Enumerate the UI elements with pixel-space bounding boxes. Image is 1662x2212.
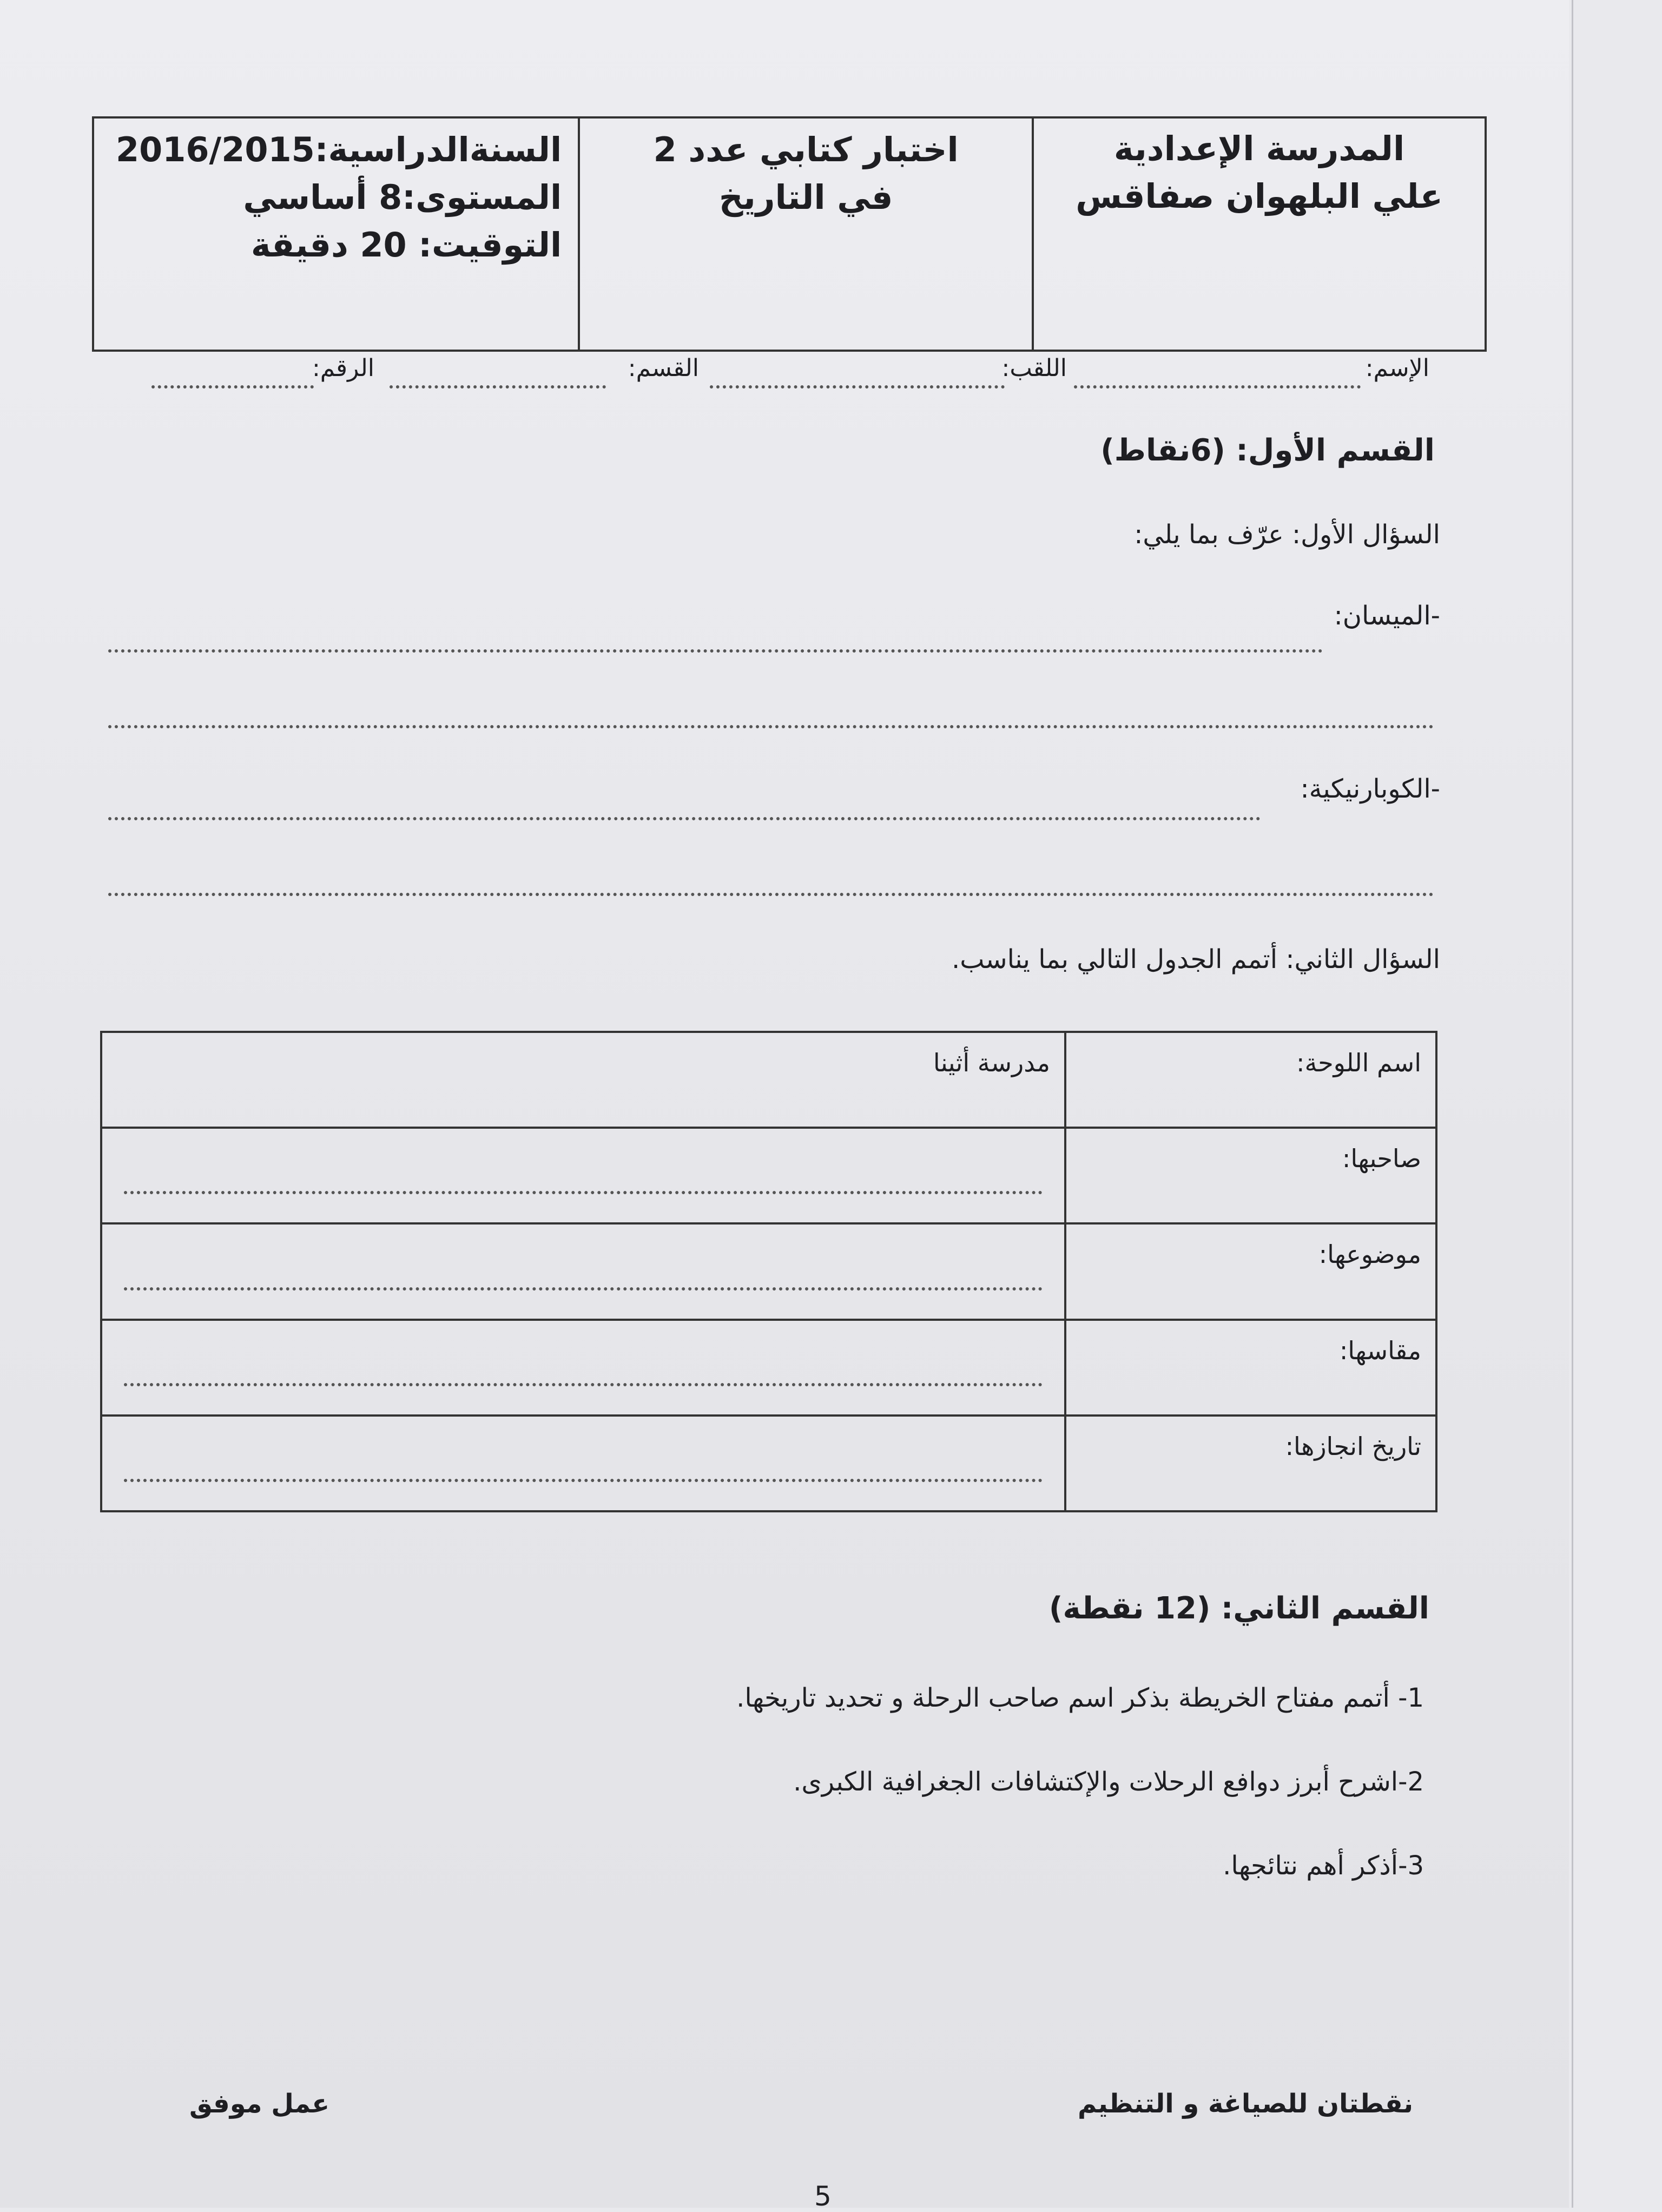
school-year: السنةالدراسية:2016/2015 [116,130,562,169]
term-mesan-line-1[interactable] [108,649,1323,653]
exam-cell [578,119,1032,350]
field-class-line[interactable] [390,385,606,389]
part2-item-2: 2-اشرح أبرز دوافع الرحلات والإكتشافات الجغرافية الكبرى. [793,1767,1424,1797]
answer-line [124,1383,1043,1386]
answer-line [124,1287,1043,1291]
school-cell [1032,119,1485,350]
field-surname-line[interactable] [710,385,1005,389]
header-box [92,116,1487,352]
part2-item-3: 3-أذكر أهم نتائجها. [1223,1851,1424,1881]
table-row [101,1223,1436,1319]
term-copernican-line-1[interactable] [108,817,1261,820]
table-cell-label: اسم اللوحة: [1065,1032,1436,1128]
field-number-label: الرقم: [312,354,374,382]
part2-item-1: 1- أتمم مفتاح الخريطة بذكر اسم صاحب الرحلة و تحديد تاريخها. [736,1683,1424,1713]
info-cell [94,119,578,350]
field-number-line[interactable] [151,385,314,389]
field-class-label: القسم: [628,354,699,382]
painting-table [100,1031,1437,1512]
table-cell-answer[interactable] [101,1320,1065,1416]
table-row [101,1416,1436,1511]
term-copernican-label: -الكوبارنيكية: [1300,774,1440,804]
term-mesan-line-2[interactable] [108,725,1434,728]
table-row [101,1032,1436,1128]
field-surname-label: اللقب: [1001,354,1067,382]
field-name-label: الإسم: [1365,354,1429,382]
table-cell-label: موضوعها: [1065,1223,1436,1319]
term-mesan-label: -الميسان: [1334,601,1440,631]
page-number: 5 [814,2181,832,2212]
part1-title: القسم الأول: (6نقاط) [1100,433,1435,468]
table-cell-label: تاريخ انجازها: [1065,1416,1436,1511]
table-cell-label: صاحبها: [1065,1128,1436,1223]
school-name: المدرسة الإعدادية [1113,129,1405,168]
footer-presentation-points: نقطتان للصياغة و التنظيم [1078,2089,1413,2119]
footer-good-luck: عمل موفق [189,2089,330,2119]
duration: التوقيت: 20 دقيقة [250,225,562,265]
exam-title: اختبار كتابي عدد 2 [653,130,959,169]
term-copernican-line-2[interactable] [108,893,1434,896]
table-row [101,1320,1436,1416]
table-row [101,1128,1436,1223]
table-cell-answer[interactable] [101,1416,1065,1511]
answer-line [124,1479,1043,1482]
exam-subject: في التاريخ [718,177,893,217]
table-cell-label: مقاسها: [1065,1320,1436,1416]
school-location: علي البلهوان صفاقس [1076,176,1443,216]
paper-edge [1572,0,1573,2208]
part2-title: القسم الثاني: (12 نقطة) [1048,1591,1429,1626]
answer-line [124,1191,1043,1194]
level: المستوى:8 أساسي [243,177,562,217]
part1-question1: السؤال الأول: عرّف بما يلي: [1134,519,1440,550]
table-cell-answer[interactable] [101,1223,1065,1319]
part1-question2: السؤال الثاني: أتمم الجدول التالي بما يناسب. [951,944,1440,975]
table-cell-answer[interactable] [101,1128,1065,1223]
table-cell-value: مدرسة أثينا [101,1032,1065,1128]
field-name-line[interactable] [1074,385,1361,389]
